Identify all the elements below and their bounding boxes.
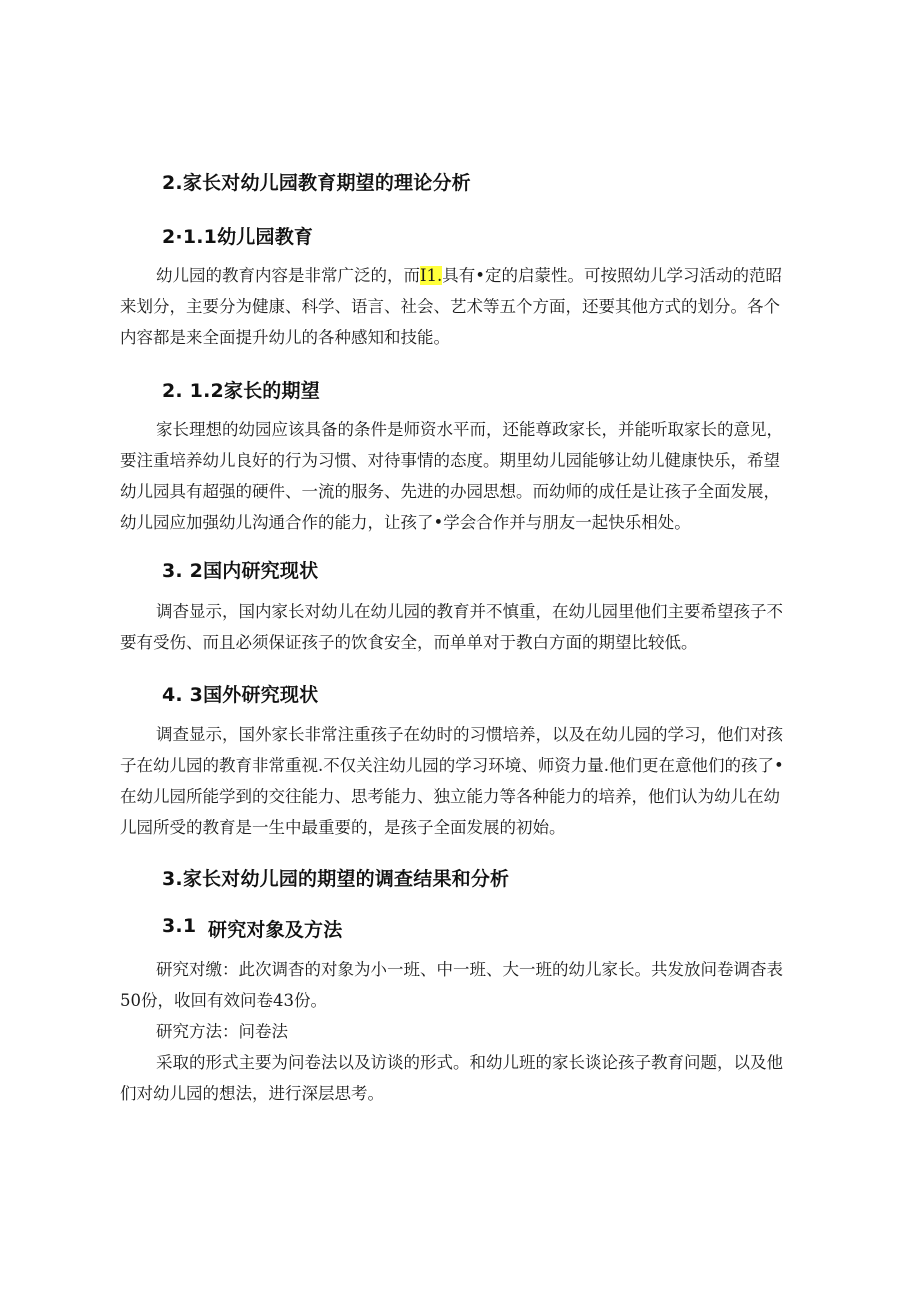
section-4-3-heading: 4. 3国外研究现状 — [162, 684, 319, 706]
paragraph-line: 家长理想的幼园应该具备的条件是师资水平而，还能尊政家长，并能听取家长的意见， — [156, 420, 783, 439]
paragraph-line: 研究对缴：此次调杳的对象为小一班、中一班、大一班的幼儿家长。共发放问卷调杳表 — [156, 960, 783, 979]
paragraph-line: 要有受伤、而且必须保证孩子的饮食安全，而单单对于教白方面的期望比较低。 — [120, 633, 698, 652]
text-run: 具有•定的启蒙性。可按照幼儿学习活动的范昭 — [442, 266, 782, 285]
text-run: 幼儿园的教育内容是非常广泛的，而 — [156, 266, 420, 285]
paragraph-line — [120, 260, 802, 291]
section-3-2-heading: 3. 2国内研究现状 — [162, 560, 319, 582]
section-2-heading: 2.家长对幼儿园教育期望的理论分析 — [162, 172, 471, 194]
paragraph-line: 来划分，主要分为健康、科学、语言、社会、艺术等五个方面，还要其他方式的划分。各个 — [120, 297, 780, 316]
paragraph-line: 要注重培养幼儿良好的行为习惯、对待事情的态度。期里幼儿园能够让幼儿健康快乐，希望 — [120, 451, 780, 470]
section-3-1-number: 3.1 — [162, 915, 197, 937]
paragraph-line: 调查显示，国外家长非常注重孩子在幼时的习惯培养，以及在幼儿园的学习，他们对孩 — [156, 725, 783, 744]
paragraph-line: 在幼儿园所能学到的交往能力、思考能力、独立能力等各种能力的培养，他们认为幼儿在幼 — [120, 787, 780, 806]
paragraph-kindergarten-education — [120, 260, 802, 353]
paragraph-line-research-method: 研究方法：问卷法 — [156, 1022, 288, 1041]
section-2-1-2-heading: 2. 1.2家长的期望 — [162, 380, 320, 402]
section-3-1-heading: 研究对象及方法 — [208, 919, 343, 941]
paragraph-line: 调杳显示，国内家长对幼儿在幼儿园的教育并不慎重，在幼儿园里他们主要希望孩子不 — [156, 602, 783, 621]
paragraph-foreign-research — [120, 719, 802, 843]
highlighted-text: I1. — [420, 266, 443, 285]
paragraph-line: 们对幼儿园的想法，进行深层思考。 — [120, 1084, 384, 1103]
paragraph-line: 采取的形式主要为问卷法以及访谈的形式。和幼儿班的家长谈论孩子教育问题，以及他 — [156, 1053, 783, 1072]
paragraph-line: 儿园所受的教育是一生中最重要的，是孩子全面发展的初始。 — [120, 818, 566, 837]
paragraph-line: 幼儿园应加强幼儿沟通合作的能力，让孩了•学会合作并与朋友一起快乐相处。 — [120, 513, 691, 532]
section-3-heading: 3.家长对幼儿园的期望的调查结果和分析 — [162, 868, 510, 890]
paragraph-line: 50份，收回有效问卷43份。 — [120, 991, 327, 1010]
paragraph-parent-expectations — [120, 414, 802, 538]
section-2-1-1-heading: 2·1.1幼儿园教育 — [162, 226, 314, 248]
paragraph-research-subjects — [120, 954, 802, 1109]
paragraph-line: 子在幼儿园的教育非常重视.不仅关注幼儿园的学习环境、师资力量.他们更在意他们的孩了• — [120, 756, 784, 775]
paragraph-line: 内容都是来全面提升幼儿的各种感知和技能。 — [120, 328, 450, 347]
paragraph-domestic-research — [120, 596, 802, 658]
paragraph-line: 幼儿园具有超强的硬件、一流的服务、先进的办园思想。而幼师的成任是让孩子全面发展， — [120, 482, 780, 501]
